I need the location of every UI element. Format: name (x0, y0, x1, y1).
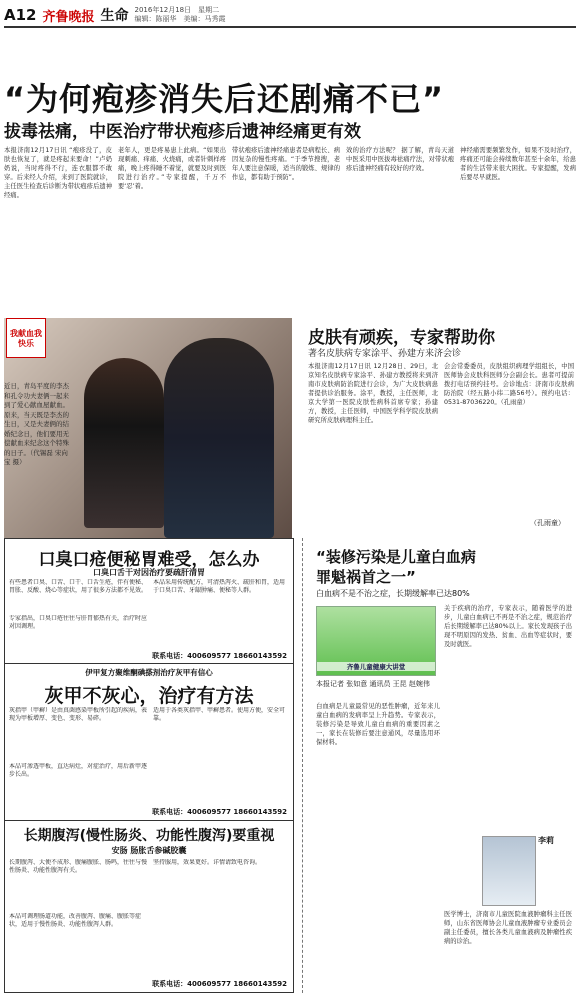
doctor-name: 李莉 (538, 836, 554, 845)
doctor-bio: 医学博士，济南市儿童医院血液肿瘤科主任医师，山东省医师协会儿童血液肿瘤专业委员会副主任委员，擅长各类儿童血液病及肿瘤性疾病的诊治。 (444, 911, 572, 945)
article-column-2: 老年人，更是疼易患上此病。“如果出现刺痛、痒痛、火烧痛，或者针刺样疼痛，晚上疼得睡不着觉，就要及时到医院进行治疗。”专家提醒，千万不要‘忍’着。 (118, 147, 226, 190)
ad3-title: 长期腹泻(慢性肠炎、功能性腹泻)要重视 (23, 828, 275, 844)
leukemia-body-right: 关于疾病的治疗，专家表示，随着医学的进步，儿童白血病已不再是不治之症，规范治疗后长期缓解率已达80%以上。家长发现孩子出现不明原因的发热、贫血、出血等症状时，要及时就医。 (444, 605, 572, 648)
header-date: 2016年12月18日 星期二 (134, 6, 220, 14)
article-column-3: 带状疱疹后遗神经痛患者是病程长、病因复杂的慢性疼痛。“于季节搜搜，老年人要注意保暖，适当的锻炼、规律的作息，都有助于预防”。 (232, 147, 340, 181)
leukemia-subtitle: 白血病不是不治之症，长期缓解率已达80% (316, 589, 470, 598)
skin-article-title: 皮肤有顽疾，专家帮助你 (308, 328, 495, 348)
section-name: 生命 (100, 8, 129, 24)
ad2-text-2: 本品可渗透甲板，直达病灶，对症治疗，用后新甲逐步长出。 (9, 763, 148, 778)
header-editors: 编辑：陈丽华 美编：马秀霞 (134, 15, 226, 23)
ad1-text-1: 有些患者口臭、口苦、口干、口舌生疮，伴有便秘、胃胀、反酸、烧心等症状，用了很多方法都不见效。 (9, 579, 148, 594)
skin-article-subtitle: 著名皮肤病专家涂平、孙建方来济会诊 (308, 349, 462, 359)
ad3-text-1: 长期腹泻、大便不成形、腹痛腹胀、肠鸣，往往与慢性肠炎、功能性腹泻有关。 (9, 859, 148, 874)
ad2-text-1: 灰指甲（甲癣）是由真菌感染甲板所引起的疾病，表现为甲板增厚、变色、变形、易碎。 (9, 707, 148, 722)
main-subhead: 拔毒祛痛，中医治疗带状疱疹后遗神经痛更有效 (4, 122, 361, 142)
page-number: A12 (4, 6, 37, 24)
blood-donation-badge: 我献血我快乐 (6, 318, 46, 358)
skin-article-body-left: 本报济南12月17日讯 12月28日、29日，北京知名皮肤病专家涂平、孙建方教授将来到济南市皮肤病防治院进行会诊，为广大皮肤病患者提供诊治服务。涂平，教授，主任医师，北京大学第一医院皮肤性病科首席专家；孙建方，教授，主任医师，中国医学科学院皮肤病研究所皮肤病理科主任。 (308, 363, 438, 424)
ad3-text-3: 坚持服用，效果更好。详情请致电咨询。 (153, 859, 262, 866)
ad1-text-3: 本品采用传统配方，可清热泻火、疏肝和胃，适用于口臭口苦、牙龈肿痛、便秘等人群。 (153, 579, 286, 594)
skin-article-body-right: 会会常委委员，皮肤组织病理学组组长，中国医师协会皮肤科医师分会副会长。患者可提前拨打电话预约挂号。会诊地点：济南市皮肤病防治院（经五路小纬二路56号）。预约电话：0531-87036220。（孔雨童） (444, 363, 574, 406)
main-headline: “为何疱疹消失后还剧痛不已” (4, 80, 445, 118)
ad3-subtitle: 安肠 肠胀舌参碱胶囊 (111, 846, 187, 855)
ad1-text-2: 专家指出，口臭口疮往往与肝胃郁热有关，治疗时应对因调理。 (9, 615, 148, 630)
leukemia-title-line1: “装修污染是儿童白血病 (316, 548, 476, 566)
ad3-text-2: 本品可调理肠道功能，改善腹泻、腹痛、腹胀等症状，适用于慢性肠炎、功能性腹泻人群。 (9, 913, 142, 928)
leukemia-body-left: 白血病是儿童最常见的恶性肿瘤，近年来儿童白血病的发病率呈上升趋势。专家表示，装修污染是导致儿童白血病的重要因素之一，家长在装修后要注意通风，尽量选用环保材料。 (316, 703, 440, 746)
leukemia-title-line2: 罪魁祸首之一” (316, 568, 416, 586)
ad2-subtitle: 伊甲复方聚维酮碘搽剂治疗灰甲有信心 (85, 668, 213, 677)
skin-article-byline: （孔雨童） (530, 519, 565, 527)
photo-caption: 近日，青岛平度的李杰和孔令功夫妻俩一起来到了爱心献血屋献血。原来，当天既是李杰的生日，又是夫妻俩的结婚纪念日，他们要用无偿献血来纪念这个特殊的日子。（代锡磊 宋向宝 摄） (4, 382, 69, 466)
photo-woman (84, 358, 164, 528)
page-header (4, 4, 576, 28)
article-column-4: 效的治疗方法呢？ 据了解，青岛天道中医采用中医拔毒祛痛疗法，对带状疱疹后遗神经痛有较好的疗效。 (346, 147, 454, 172)
promo-label: 齐鲁儿童健康大讲堂 (317, 662, 435, 671)
ad3-phone: 联系电话：400609577 18660143592 (152, 980, 287, 988)
header-meta (135, 6, 226, 24)
ad1-subtitle: 口臭口舌干对因治疗要疏肝清胃 (93, 568, 205, 577)
doctor-photo (482, 836, 536, 906)
ad-divider-1 (5, 663, 293, 664)
ad2-text-3: 适用于各类灰指甲、甲癣患者。使用方便，安全可靠。 (153, 707, 286, 722)
photo-man (164, 338, 274, 538)
ad1-title: 口臭口疮便秘胃难受，怎么办 (38, 550, 260, 570)
ad2-title: 灰甲不灰心，治疗有方法 (44, 685, 254, 707)
article-column-5: 神经痛需要频繁发作，如果不及时治疗，疼痛还可能会持续数年甚至十余年，给患者的生活带来很大困扰。专家提醒，发病后要尽早就医。 (460, 147, 576, 181)
newspaper-brand: 齐鲁晚报 (42, 9, 95, 25)
advertisement-box (4, 538, 294, 993)
ad-divider-2 (5, 820, 293, 821)
leukemia-byline: 本报记者 张如意 通讯员 王昆 赵婉伟 (316, 680, 430, 688)
ad1-phone: 联系电话：400609577 18660143592 (152, 652, 287, 660)
article-column-1: 本报济南12月17日讯 “疱疹没了，皮肤也恢复了，就是疼起来要命！”卢奶奶说，当时疼得不行，连衣服都不敢穿。后来经人介绍，来到了医院就诊，主任医生检查后诊断为带状疱疹后遗神经痛。 (4, 147, 112, 199)
ad2-phone: 联系电话：400609577 18660143592 (152, 808, 287, 816)
health-lecture-promo (316, 606, 436, 676)
